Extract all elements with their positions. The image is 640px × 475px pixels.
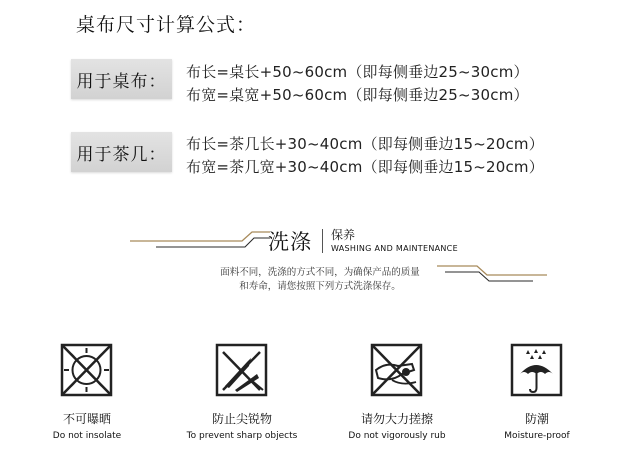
no-sun-icon xyxy=(52,340,122,402)
washing-description-line1: 面料不同，洗涤的方式不同，为确保产品的质量 xyxy=(220,267,420,278)
washing-description-line2: 和寿命，请您按照下列方式洗涤保存。 xyxy=(239,281,401,292)
moisture-proof-label: 防潮 xyxy=(524,412,549,426)
no-sun-label: 不可曝晒 xyxy=(62,412,111,426)
moisture-proof-label-en: Moisture-proof xyxy=(504,431,570,441)
coffee-table-length-formula: 布长=茶几长+30~40cm（即每侧垂边15~20cm） xyxy=(186,135,544,153)
washing-title: 洗涤 xyxy=(268,230,312,254)
washing-title-en: WASHING AND MAINTENANCE xyxy=(331,244,458,253)
no-rubbing-label-en: Do not vigorously rub xyxy=(348,431,446,441)
coffee-table-label: 用于茶几： xyxy=(71,132,172,172)
no-sharp-objects-icon xyxy=(207,340,277,402)
no-rubbing-icon xyxy=(362,340,432,402)
tablecloth-length-formula: 布长=桌长+50~60cm（即每侧垂边25~30cm） xyxy=(186,63,529,81)
no-rubbing-label: 请勿大力搓擦 xyxy=(360,412,433,426)
tablecloth-label: 用于桌布： xyxy=(71,59,172,99)
maintenance-title: 保养 xyxy=(331,228,356,242)
no-sharp-objects-label-en: To prevent sharp objects xyxy=(186,431,298,441)
tablecloth-width-formula: 布宽=桌宽+50~60cm（即每侧垂边25~30cm） xyxy=(186,86,529,104)
left-decorative-lines xyxy=(130,228,270,258)
coffee-table-width-formula: 布宽=茶几宽+30~40cm（即每侧垂边15~20cm） xyxy=(186,158,544,176)
umbrella-icon xyxy=(502,340,572,402)
no-sun-label-en: Do not insolate xyxy=(52,431,122,441)
washing-title-divider xyxy=(322,229,323,253)
size-formula-title: 桌布尺寸计算公式： xyxy=(76,14,257,36)
no-sharp-objects-label: 防止尖锐物 xyxy=(211,412,272,426)
